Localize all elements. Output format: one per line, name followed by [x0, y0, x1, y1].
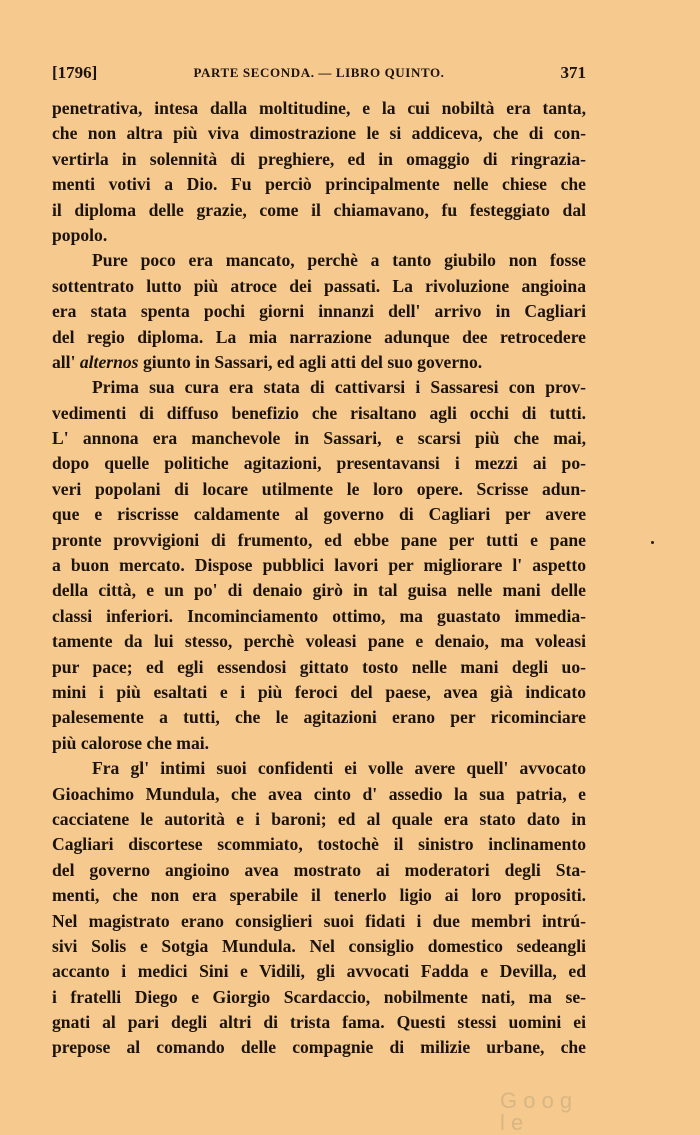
- text-line: Pure poco era mancato, perchè a tanto giubilo non fosse: [92, 250, 586, 271]
- text-line: cacciatene le autorità e i baroni; ed al quale era stato dato in: [52, 808, 586, 829]
- paragraph: [52, 375, 586, 756]
- text-line: mini i più esaltati e i più feroci del paese, avea già indicato: [52, 681, 586, 702]
- text-line: Gioachimo Mundula, che avea cinto d' assedio la sua patria, e: [52, 783, 586, 804]
- text-line: menti votivi a Dio. Fu perciò principalmente nelle chiese che: [52, 174, 586, 195]
- text-line: menti, che non era sperabile il tenerlo ligio ai loro propositi.: [52, 885, 586, 906]
- header-year: [1796]: [52, 63, 98, 82]
- paragraph: [52, 96, 586, 248]
- italic-term: alternos: [79, 351, 139, 372]
- text-line: accanto i medici Sini e Vidili, gli avvocati Fadda e Devilla, ed: [52, 961, 586, 982]
- text-line: veri popolani di locare utilmente le loro opere. Scrisse adun-: [52, 478, 586, 499]
- text-line: sivi Solis e Sotgia Mundula. Nel consiglio domestico sedeangli: [52, 935, 586, 956]
- text-line: pur pace; ed egli essendosi gittato tosto nelle mani degli uo-: [52, 656, 586, 677]
- text-line: prepose al comando delle compagnie di milizie urbane, che: [52, 1037, 586, 1058]
- text-line: palesemente a tutti, che le agitazioni erano per ricominciare: [52, 707, 586, 728]
- text-line: Cagliari discortese scommiato, tostochè il sinistro inclinamento: [52, 834, 586, 855]
- running-head: [52, 62, 586, 84]
- text-line: pronte provvigioni di frumento, ed ebbe pane per tutti e pane: [52, 529, 586, 550]
- text-line: dopo quelle politiche agitazioni, presentavansi i mezzi ai po-: [52, 453, 586, 474]
- text-line: i fratelli Diego e Giorgio Scardaccio, nobilmente nati, ma se-: [52, 986, 586, 1007]
- text-line: più calorose che mai.: [52, 732, 210, 753]
- text-line: del governo angioino avea mostrato ai moderatori degli Sta-: [52, 859, 586, 880]
- page-number: 371: [560, 63, 586, 82]
- text-line: Prima sua cura era stata di cattivarsi i Sassaresi con prov-: [92, 377, 586, 398]
- text-line: vertirla in solennità di preghiere, ed in omaggio di ringrazia-: [52, 148, 586, 169]
- text-line: que e riscrisse caldamente al governo di Cagliari per avere: [52, 504, 586, 525]
- scan-watermark: G o o g l e: [500, 1088, 573, 1135]
- body-text: [52, 96, 586, 1061]
- text-line: era stata spenta pochi giorni innanzi dell' arrivo in Cagliari: [52, 301, 586, 322]
- text-line: sottentrato lutto più atroce dei passati. La rivoluzione angioina: [52, 275, 586, 296]
- text-line: che non altra più viva dimostrazione le si addiceva, che di con-: [52, 123, 586, 144]
- text-line: penetrativa, intesa dalla moltitudine, e la cui nobiltà era tanta,: [52, 98, 586, 118]
- text-line: Nel magistrato erano consiglieri suoi fidati i due membri intrú-: [52, 910, 586, 931]
- text-line: del regio diploma. La mia narrazione adunque dee retrocedere: [52, 326, 586, 347]
- text-line: popolo.: [52, 224, 108, 245]
- paragraph: [52, 248, 586, 375]
- paragraph: [52, 756, 586, 1061]
- text-line: vedimenti di diffuso benefizio che risaltano agli occhi di tutti.: [52, 402, 586, 423]
- text-line: classi inferiori. Incominciamento ottimo, ma guastato immedia-: [52, 605, 586, 626]
- text-line: tamente da lui stesso, perchè voleasi pane e denaio, ma voleasi: [52, 631, 586, 652]
- text-line: all' alternos giunto in Sassari, ed agli atti del suo governo.: [52, 351, 483, 372]
- header-section-title: PARTE SECONDA. — LIBRO QUINTO.: [193, 65, 445, 80]
- margin-speck: [651, 541, 654, 544]
- text-line: Fra gl' intimi suoi confidenti ei volle avere quell' avvocato: [92, 758, 586, 779]
- text-line: il diploma delle grazie, come il chiamavano, fu festeggiato dal: [52, 199, 586, 220]
- text-line: gnati al pari degli altri di trista fama. Questi stessi uomini ei: [52, 1012, 586, 1033]
- text-line: L' annona era manchevole in Sassari, e scarsi più che mai,: [52, 428, 586, 449]
- text-line: della città, e un po' di denaio girò in tal guisa nelle mani delle: [52, 580, 586, 601]
- text-line: a buon mercato. Dispose pubblici lavori per migliorare l' aspetto: [52, 555, 586, 576]
